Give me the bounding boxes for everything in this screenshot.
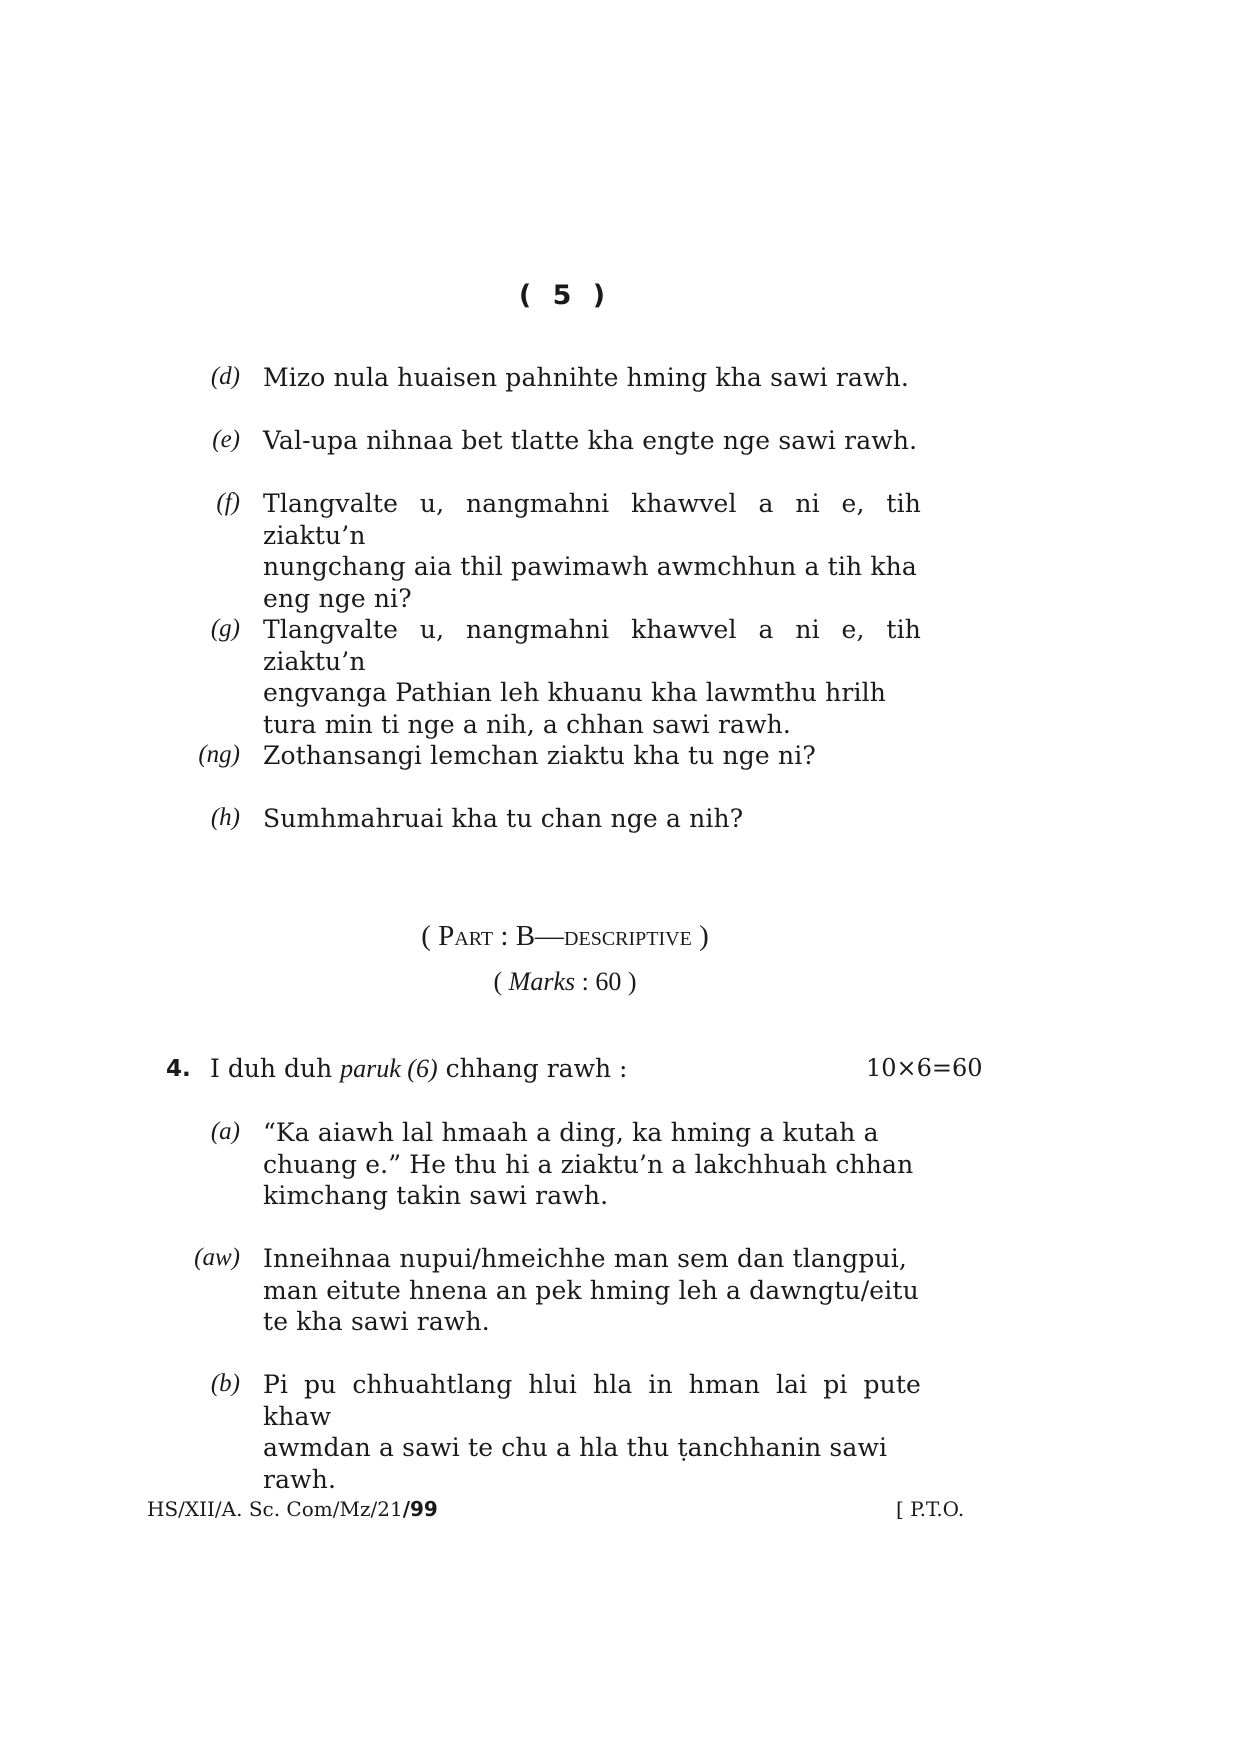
question-label-d: (d) [210,363,240,390]
text-line: Pi pu chhuahtlang hlui hla in hman lai pi pute khaw [263,1370,921,1431]
text-line: eng nge ni? [263,583,412,613]
question-text-f [263,488,921,614]
question-text-ng: Zothansangi lemchan ziaktu kha tu nge ni? [263,741,816,770]
question-label-a: (a) [210,1118,240,1145]
text-line: tura min ti nge a nih, a chhan sawi rawh. [263,709,792,739]
question-4-marks: 10×6=60 [866,1054,983,1082]
question-label-e: (e) [212,426,240,453]
part-b-heading: ( Part : B—descriptive ) [421,920,709,952]
part-b-marks: ( Marks : 60 ) [493,967,637,996]
text-line: Inneihnaa nupui/hmeichhe man sem dan tlangpui, [263,1244,907,1273]
text-line: man eitute hnena an pek hming leh a dawngtu/eitu [263,1275,919,1305]
text-line: nungchang aia thil pawimawh awmchhun a tih kha [263,552,917,581]
please-turn-over: [ P.T.O. [896,1497,965,1521]
text-line: awmdan a sawi te chu a hla thu ṭanchhanin sawi [263,1433,888,1462]
question-label-g: (g) [210,615,240,642]
question-text-aw [263,1243,921,1338]
text-line: “Ka aiawh lal hmaah a ding, ka hming a kutah a [263,1118,879,1147]
paper-code: HS/XII/A. Sc. Com/Mz/21/99 [147,1497,438,1521]
text-line: rawh. [263,1464,337,1494]
question-label-f: (f) [216,489,240,516]
question-text-d: Mizo nula huaisen pahnihte hming kha sawi rawh. [263,363,909,392]
text-line: te kha sawi rawh. [263,1307,490,1336]
question-text-h: Sumhmahruai kha tu chan nge a nih? [263,804,744,833]
question-label-ng: (ng) [198,741,240,768]
question-text-b [263,1369,921,1495]
page-number: ( 5 ) [518,280,612,311]
text-line: engvanga Pathian leh khuanu kha lawmthu hrilh [263,678,887,707]
question-text-g [263,614,921,740]
question-label-h: (h) [210,804,240,831]
question-label-aw: (aw) [194,1244,240,1271]
text-line: Tlangvalte u, nangmahni khawvel a ni e, tih ziaktu’n [263,615,921,676]
question-4-number: 4. [166,1056,191,1082]
question-4-instruction: I duh duh paruk (6) chhang rawh : [210,1054,628,1083]
text-line: kimchang takin sawi rawh. [263,1181,609,1210]
question-text-e: Val-upa nihnaa bet tlatte kha engte nge sawi rawh. [263,426,918,455]
text-line: Tlangvalte u, nangmahni khawvel a ni e, tih ziaktu’n [263,489,921,550]
question-text-a [263,1117,921,1212]
text-line: chuang e.” He thu hi a ziaktu’n a lakchhuah chhan [263,1149,914,1179]
question-label-b: (b) [210,1370,240,1397]
